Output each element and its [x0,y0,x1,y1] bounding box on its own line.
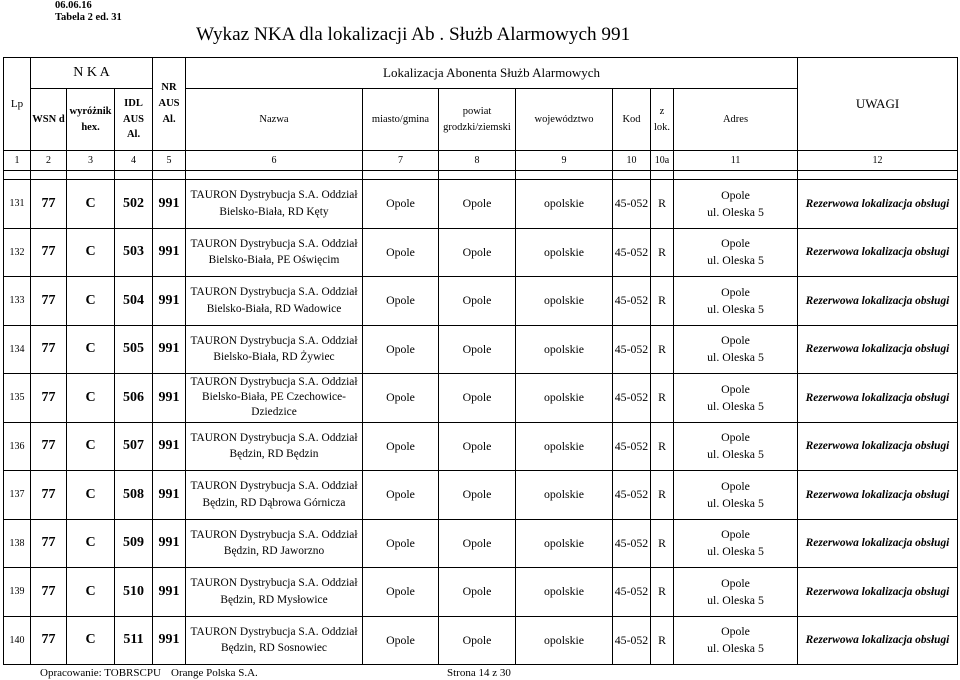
table-row [4,519,958,568]
row-county: Opole [439,374,516,423]
table-row [4,325,958,374]
row-lp: 139 [4,568,31,617]
row-wsn: 77 [31,228,67,277]
row-nr: 991 [153,616,186,665]
row-lp: 132 [4,228,31,277]
row-voivodeship: opolskie [516,228,613,277]
row-remarks: Rezerwowa lokalizacja obsługi [798,471,958,520]
row-city: Opole [363,374,439,423]
wsn-header: WSN d [31,89,67,151]
row-lp: 137 [4,471,31,520]
row-postal-code: 45-052 [613,374,651,423]
row-postal-code: 45-052 [613,180,651,229]
row-address: Opole ul. Oleska 5 [674,325,798,374]
row-wsn: 77 [31,325,67,374]
row-hex: C [67,374,115,423]
footer-prepared-by: Opracowanie: TOBRSCPU [40,667,161,679]
row-z-lok: R [651,325,674,374]
row-remarks: Rezerwowa lokalizacja obsługi [798,422,958,471]
column-number: 7 [363,151,439,171]
address-header: Adres [674,89,798,151]
row-name: TAURON Dystrybucja S.A. Oddział Będzin, RD Sosnowiec [186,616,363,665]
row-idl: 505 [115,325,153,374]
row-remarks: Rezerwowa lokalizacja obsługi [798,228,958,277]
column-number: 10 [613,151,651,171]
row-lp: 133 [4,277,31,326]
row-postal-code: 45-052 [613,616,651,665]
row-city: Opole [363,325,439,374]
nr-aus-header: NR AUS Al. [153,58,186,151]
row-address: Opole ul. Oleska 5 [674,616,798,665]
row-idl: 509 [115,519,153,568]
table-row [4,277,958,326]
column-number: 1 [4,151,31,171]
row-hex: C [67,325,115,374]
row-postal-code: 45-052 [613,325,651,374]
row-nr: 991 [153,471,186,520]
column-number: 6 [186,151,363,171]
column-number-row [4,151,958,171]
row-voivodeship: opolskie [516,471,613,520]
row-remarks: Rezerwowa lokalizacja obsługi [798,277,958,326]
row-idl: 510 [115,568,153,617]
row-name: TAURON Dystrybucja S.A. Oddział Bielsko-Biała, RD Wadowice [186,277,363,326]
row-county: Opole [439,228,516,277]
row-nr: 991 [153,519,186,568]
row-lp: 131 [4,180,31,229]
row-county: Opole [439,325,516,374]
row-address: Opole ul. Oleska 5 [674,568,798,617]
row-postal-code: 45-052 [613,471,651,520]
row-z-lok: R [651,568,674,617]
table-row [4,374,958,423]
row-hex: C [67,277,115,326]
hex-header: wyróżnik hex. [67,89,115,151]
row-hex: C [67,519,115,568]
row-idl: 502 [115,180,153,229]
footer-company: Orange Polska S.A. [171,667,258,679]
row-county: Opole [439,616,516,665]
row-nr: 991 [153,228,186,277]
row-voivodeship: opolskie [516,616,613,665]
row-idl: 508 [115,471,153,520]
row-z-lok: R [651,422,674,471]
row-wsn: 77 [31,422,67,471]
row-wsn: 77 [31,277,67,326]
z-lok-header: z lok. [651,89,674,151]
row-idl: 511 [115,616,153,665]
table-row [4,228,958,277]
spacer-row [4,171,958,180]
page-title: Wykaz NKA dla lokalizacji Ab . Służb Alarmowych 991 [196,24,631,45]
row-lp: 134 [4,325,31,374]
row-wsn: 77 [31,616,67,665]
column-number: 8 [439,151,516,171]
row-name: TAURON Dystrybucja S.A. Oddział Bielsko-Biała, RD Kęty [186,180,363,229]
row-address: Opole ul. Oleska 5 [674,228,798,277]
column-number: 2 [31,151,67,171]
name-header: Nazwa [186,89,363,151]
column-number: 12 [798,151,958,171]
row-name: TAURON Dystrybucja S.A. Oddział Bielsko-Biała, PE Czechowice- Dziedzice [186,374,363,423]
row-voivodeship: opolskie [516,519,613,568]
row-postal-code: 45-052 [613,228,651,277]
row-voivodeship: opolskie [516,374,613,423]
row-voivodeship: opolskie [516,568,613,617]
column-number: 4 [115,151,153,171]
row-address: Opole ul. Oleska 5 [674,374,798,423]
row-lp: 138 [4,519,31,568]
postal-code-header: Kod [613,89,651,151]
city-header: miasto/gmina [363,89,439,151]
table-row [4,568,958,617]
row-remarks: Rezerwowa lokalizacja obsługi [798,616,958,665]
table-reference: Tabela 2 ed. 31 [55,12,122,23]
row-city: Opole [363,519,439,568]
row-hex: C [67,616,115,665]
row-remarks: Rezerwowa lokalizacja obsługi [798,519,958,568]
row-hex: C [67,471,115,520]
column-number: 11 [674,151,798,171]
row-voivodeship: opolskie [516,325,613,374]
row-name: TAURON Dystrybucja S.A. Oddział Będzin, RD Jaworzno [186,519,363,568]
row-address: Opole ul. Oleska 5 [674,277,798,326]
row-idl: 506 [115,374,153,423]
row-z-lok: R [651,519,674,568]
row-city: Opole [363,568,439,617]
voivodeship-header: województwo [516,89,613,151]
row-nr: 991 [153,277,186,326]
row-hex: C [67,568,115,617]
nka-table [3,57,958,665]
row-name: TAURON Dystrybucja S.A. Oddział Bielsko-Biała, PE Oświęcim [186,228,363,277]
county-header: powiat grodzki/ziemski [439,89,516,151]
row-lp: 136 [4,422,31,471]
row-nr: 991 [153,568,186,617]
row-remarks: Rezerwowa lokalizacja obsługi [798,568,958,617]
row-city: Opole [363,228,439,277]
row-wsn: 77 [31,180,67,229]
row-city: Opole [363,616,439,665]
row-hex: C [67,228,115,277]
column-number: 9 [516,151,613,171]
row-idl: 504 [115,277,153,326]
doc-date: 06.06.16 [55,0,92,11]
row-nr: 991 [153,325,186,374]
row-remarks: Rezerwowa lokalizacja obsługi [798,325,958,374]
row-name: TAURON Dystrybucja S.A. Oddział Bielsko-Biała, RD Żywiec [186,325,363,374]
row-county: Opole [439,568,516,617]
row-hex: C [67,180,115,229]
row-city: Opole [363,471,439,520]
table-row [4,471,958,520]
row-z-lok: R [651,180,674,229]
remarks-header: UWAGI [798,58,958,151]
row-z-lok: R [651,228,674,277]
row-city: Opole [363,180,439,229]
row-wsn: 77 [31,471,67,520]
row-lp: 135 [4,374,31,423]
row-address: Opole ul. Oleska 5 [674,519,798,568]
row-county: Opole [439,422,516,471]
row-county: Opole [439,519,516,568]
table-row [4,422,958,471]
row-name: TAURON Dystrybucja S.A. Oddział Będzin, RD Będzin [186,422,363,471]
page-number: Strona 14 z 30 [447,667,511,679]
row-remarks: Rezerwowa lokalizacja obsługi [798,374,958,423]
row-city: Opole [363,422,439,471]
row-voivodeship: opolskie [516,277,613,326]
row-postal-code: 45-052 [613,568,651,617]
row-nr: 991 [153,422,186,471]
row-hex: C [67,422,115,471]
row-county: Opole [439,180,516,229]
row-idl: 503 [115,228,153,277]
row-address: Opole ul. Oleska 5 [674,180,798,229]
table-row [4,180,958,229]
row-nr: 991 [153,374,186,423]
row-wsn: 77 [31,374,67,423]
row-z-lok: R [651,277,674,326]
column-number: 10a [651,151,674,171]
table-row [4,616,958,665]
row-remarks: Rezerwowa lokalizacja obsługi [798,180,958,229]
row-postal-code: 45-052 [613,519,651,568]
column-number: 5 [153,151,186,171]
row-voivodeship: opolskie [516,180,613,229]
row-z-lok: R [651,471,674,520]
location-group-header: Lokalizacja Abonenta Służb Alarmowych [186,58,798,89]
row-address: Opole ul. Oleska 5 [674,471,798,520]
row-county: Opole [439,471,516,520]
row-name: TAURON Dystrybucja S.A. Oddział Będzin, RD Mysłowice [186,568,363,617]
row-address: Opole ul. Oleska 5 [674,422,798,471]
row-wsn: 77 [31,568,67,617]
row-postal-code: 45-052 [613,422,651,471]
row-z-lok: R [651,616,674,665]
lp-header: Lp [4,58,31,151]
row-nr: 991 [153,180,186,229]
row-wsn: 77 [31,519,67,568]
row-z-lok: R [651,374,674,423]
row-lp: 140 [4,616,31,665]
idl-header: IDL AUS Al. [115,89,153,151]
row-name: TAURON Dystrybucja S.A. Oddział Będzin, RD Dąbrowa Górnicza [186,471,363,520]
header-row-groups [4,58,958,89]
row-county: Opole [439,277,516,326]
row-idl: 507 [115,422,153,471]
row-city: Opole [363,277,439,326]
row-postal-code: 45-052 [613,277,651,326]
row-voivodeship: opolskie [516,422,613,471]
column-number: 3 [67,151,115,171]
nka-group-header: N K A [31,58,153,89]
